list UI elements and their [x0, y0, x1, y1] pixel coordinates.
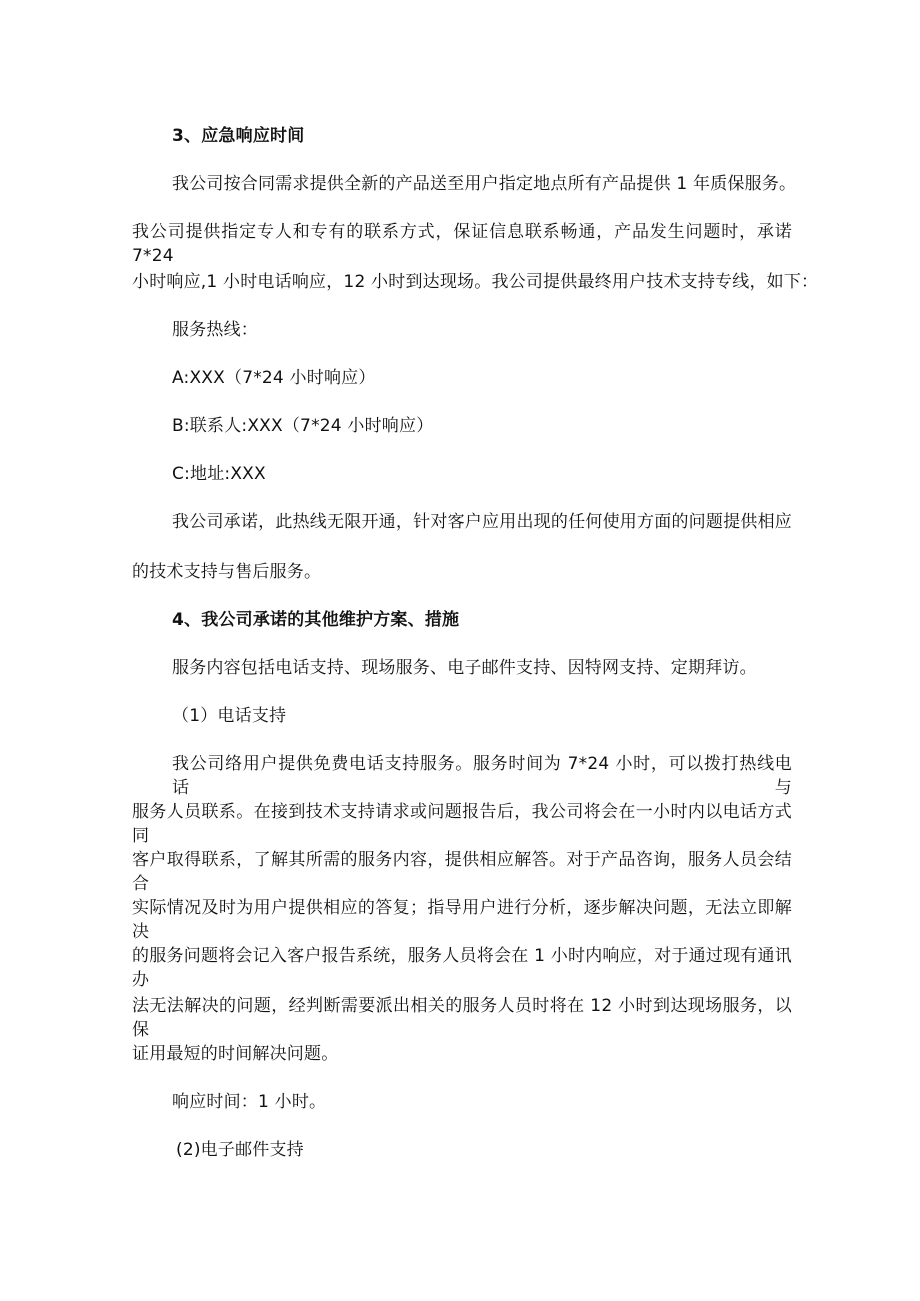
phone-support-line-7: 证用最短的时间解决问题。 — [132, 1044, 339, 1064]
response-time: 响应时间：1 小时。 — [172, 1092, 327, 1112]
section-3-paragraph-2-line-2: 的技术支持与售后服务。 — [132, 562, 322, 582]
hotline-label: 服务热线： — [172, 320, 258, 340]
section-3-paragraph-1-line-1: 我公司按合同需求提供全新的产品送至用户指定地点所有产品提供 1 年质保服务。 — [172, 174, 797, 194]
phone-support-title: （1）电话支持 — [172, 706, 287, 726]
section-4-intro: 服务内容包括电话支持、现场服务、电子邮件支持、因特网支持、定期拜访。 — [172, 658, 757, 678]
section-4-heading: 4、我公司承诺的其他维护方案、措施 — [172, 610, 460, 630]
hotline-c: C:地址:XXX — [172, 464, 266, 484]
phone-support-line-2: 服务人员联系。在接到技术支持请求或问题报告后，我公司将会在一小时内以电话方式同 — [132, 802, 792, 846]
section-3-paragraph-2-line-1: 我公司承诺，此热线无限开通，针对客户应用出现的任何使用方面的问题提供相应 — [172, 512, 792, 532]
section-3-paragraph-1-line-3: 小时响应,1 小时电话响应，12 小时到达现场。我公司提供最终用户技术支持专线，如下： — [132, 272, 819, 292]
email-support-title: (2)电子邮件支持 — [176, 1140, 304, 1160]
hotline-b: B:联系人:XXX（7*24 小时响应） — [172, 416, 434, 436]
phone-support-line-5: 的服务问题将会记入客户报告系统，服务人员将会在 1 小时内响应，对于通过现有通讯办 — [132, 946, 792, 990]
phone-support-line-4: 实际情况及时为用户提供相应的答复；指导用户进行分析，逐步解决问题，无法立即解决 — [132, 898, 792, 942]
section-3-paragraph-1-line-2: 我公司提供指定专人和专有的联系方式，保证信息联系畅通，产品发生问题时，承诺 7*24 — [132, 222, 792, 266]
hotline-a: A:XXX（7*24 小时响应） — [172, 368, 376, 388]
phone-support-line-6: 法无法解决的问题，经判断需要派出相关的服务人员时将在 12 小时到达现场服务，以保 — [132, 996, 792, 1040]
section-3-heading: 3、应急响应时间 — [172, 126, 305, 146]
phone-support-line-1: 我公司络用户提供免费电话支持服务。服务时间为 7*24 小时，可以拨打热线电话与 — [172, 754, 792, 798]
phone-support-line-3: 客户取得联系，了解其所需的服务内容，提供相应解答。对于产品咨询，服务人员会结合 — [132, 850, 792, 894]
